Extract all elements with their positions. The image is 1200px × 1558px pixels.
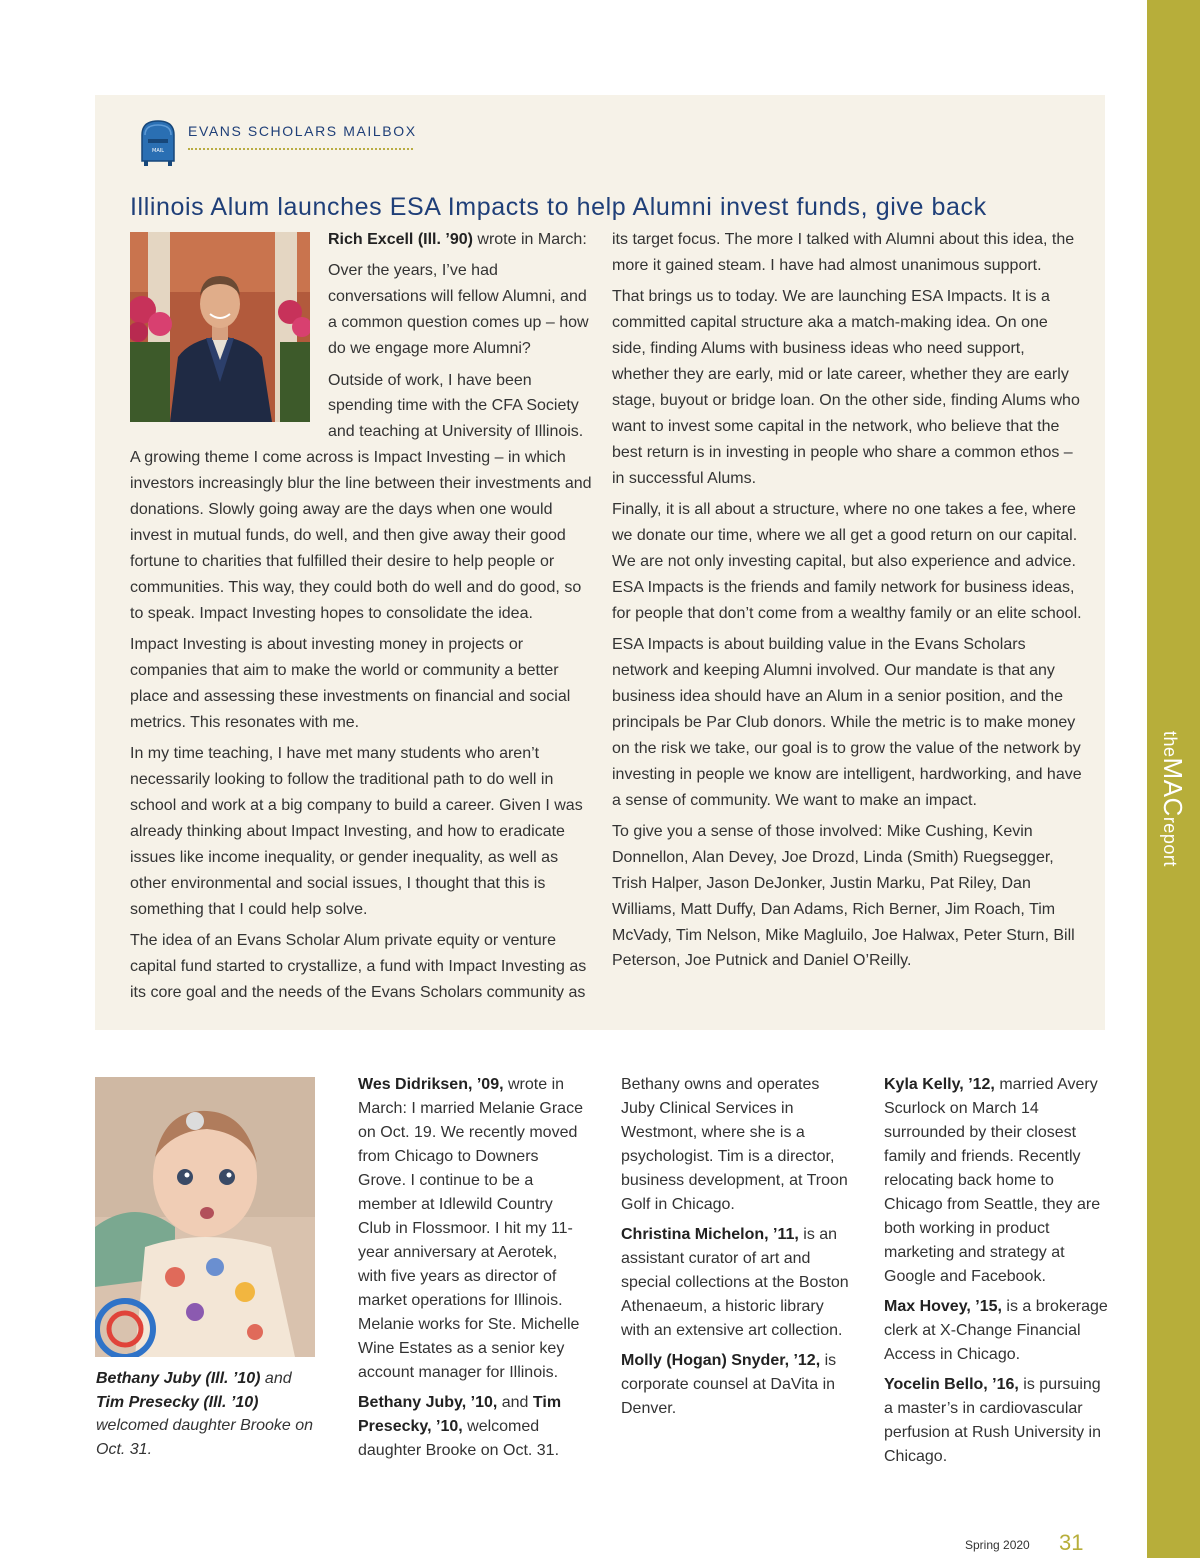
article-right-column xyxy=(612,227,1082,980)
brand-prefix: the xyxy=(1160,731,1180,758)
svg-text:MAIL: MAIL xyxy=(152,148,164,154)
caption-text: welcomed daughter Brooke on Oct. 31. xyxy=(96,1417,314,1458)
note-text: married Avery Scurlock on March 14 surrounded by their closest family and friends. Recently relocating back home to Chicago from Seattle, they are both working in product marketing and strategy at Google and Facebook. xyxy=(884,1076,1101,1285)
class-note xyxy=(358,1073,588,1385)
note-text: Bethany owns and operates Juby Clinical Services in Westmont, where she is a psychologist. Tim is a director, business development, at Troon Golf in Chicago. xyxy=(621,1076,848,1213)
article-paragraph: To give you a sense of those involved: Mike Cushing, Kevin Donnellon, Alan Devey, Joe Drozd, Linda (Smith) Ruegsegger, Trish Halper, Jason DeJonker, Justin Marku, Pat Riley, Dan Williams, Matt Duffy, Dan Adams, Rich Berner, Jim Roach, Tim McVady, Tim Nelson, Mike Magluilo, Joe Halwax, Peter Sturn, Bill Peterson, Joe Putnick and Daniel O’Reilly. xyxy=(612,822,1075,970)
photo-spacer xyxy=(130,227,328,445)
article-paragraph: Over the years, I’ve had conversations will fellow Alumni, and a common question comes up – how do we engage more Alumni? xyxy=(328,262,589,358)
note-name: Yocelin Bello, ’16, xyxy=(884,1376,1019,1393)
article-paragraph: its target focus. The more I talked with Alumni about this idea, the more it gained steam. I have had almost unanimous support. xyxy=(612,231,1075,274)
note-name: Bethany Juby, ’10, xyxy=(358,1394,498,1411)
caption-name: Bethany Juby (Ill. ’10) xyxy=(96,1370,261,1387)
caption-name: Tim Presecky (Ill. ’10) xyxy=(96,1393,259,1411)
brand-suffix: report xyxy=(1160,816,1180,867)
note-name: Christina Michelon, ’11, xyxy=(621,1226,799,1243)
article-paragraph: That brings us to today. We are launching ESA Impacts. It is a committed capital structure aka a match-making idea. On one side, finding Alums with business ideas who need support, whether they are early, mid or late career, whether they are early stage, buyout or bridge loan. On the other side, finding Alums who want to invest some capital in the network, who believe that the best return is in investing in people who share a common ethos – in successful Alums. xyxy=(612,288,1080,487)
section-label: EVANS SCHOLARS MAILBOX xyxy=(188,123,417,139)
class-notes-column xyxy=(358,1073,588,1469)
article-paragraph: ESA Impacts is about building value in the Evans Scholars network and keeping Alumni involved. Our mandate is that any business idea should have an Alum in a senior position, and the principals be Par Club donors. While the metric is to make money on the risk we take, our goal is to grow the value of the network by investing in people we know are intelligent, hardworking, and have a sense of community. We want to make an impact. xyxy=(612,636,1082,809)
issue-date: Spring 2020 xyxy=(965,1538,1030,1552)
class-note xyxy=(621,1223,851,1343)
article-paragraph: Outside of work, I have been spending time with the CFA Society and teaching at University of Illinois. A growing theme I come across is Impact Investing – in which investors increasingly blur the line between their investments and donations. Slowly going away are the days when one would invest in mutual funds, do well, and then give away their good fortune to charities that fulfilled their desire to help people or communities. This way, they could both do well and do good, so to speak. Impact Investing hopes to consolidate the idea. xyxy=(130,371,592,622)
note-text: wrote in March: I married Melanie Grace on Oct. 19. We recently moved from Chicago to Downers Grove. I continue to be a member at Idlewild Country Club in Flossmoor. I hit my 11-year anniversary at Aerotek, with five years as director of market operations for Illinois. Melanie works for Ste. Michelle Wine Estates as a senior key account manager for Illinois. xyxy=(358,1076,583,1381)
author-name: Rich Excell (Ill. ’90) xyxy=(328,231,473,248)
note-name: Tim Presecky, ’10, xyxy=(358,1394,562,1435)
note-text: is an assistant curator of art and special collections at the Boston Athenaeum, a historic library with an extensive art collection. xyxy=(621,1226,849,1339)
section-divider xyxy=(188,148,413,150)
note-text: is pursuing a master’s in cardiovascular perfusion at Rush University in Chicago. xyxy=(884,1376,1101,1465)
class-note xyxy=(621,1349,851,1421)
note-name: Wes Didriksen, ’09, xyxy=(358,1076,504,1093)
class-note xyxy=(884,1295,1114,1367)
article-paragraph: The idea of an Evans Scholar Alum private equity or venture capital fund started to crystallize, a fund with Impact Investing as its core goal and the needs of the Evans Scholars community as xyxy=(130,932,587,1001)
class-note xyxy=(884,1373,1114,1469)
class-note xyxy=(358,1391,588,1463)
article-paragraph: Impact Investing is about investing money in projects or companies that aim to make the world or community a better place and assessing these investments on financial and social metrics. This resonates with me. xyxy=(130,636,571,731)
note-name: Molly (Hogan) Snyder, ’12, xyxy=(621,1352,821,1369)
article-headline: Illinois Alum launches ESA Impacts to help Alumni invest funds, give back xyxy=(130,192,987,221)
caption-text: and xyxy=(260,1370,292,1387)
magazine-brand xyxy=(1156,731,1190,867)
note-text: is corporate counsel at DaVita in Denver. xyxy=(621,1352,837,1417)
class-notes-column xyxy=(621,1073,851,1427)
baby-photo-caption xyxy=(96,1367,318,1461)
article-left-column xyxy=(130,227,592,1011)
class-note xyxy=(884,1073,1114,1289)
baby-photo xyxy=(95,1077,315,1357)
brand-main: MAC xyxy=(1158,757,1188,817)
note-text: welcomed daughter Brooke on Oct. 31. xyxy=(358,1418,560,1459)
note-text: is a brokerage clerk at X-Change Financial Access in Chicago. xyxy=(884,1298,1108,1363)
article-paragraph: Finally, it is all about a structure, where no one takes a fee, where we donate our time, where we all get a good return on our capital. We are not only investing capital, but also experience and advice. ESA Impacts is the friends and family network for business ideas, for people that don’t come from a wealthy family or an elite school. xyxy=(612,501,1082,622)
mailbox-icon xyxy=(139,119,177,167)
note-name: Max Hovey, ’15, xyxy=(884,1298,1002,1315)
class-note xyxy=(621,1073,851,1217)
author-suffix: wrote in March: xyxy=(472,231,587,248)
class-notes-column xyxy=(884,1073,1114,1475)
note-name: Kyla Kelly, ’12, xyxy=(884,1076,995,1093)
note-text: and xyxy=(497,1394,533,1411)
page-number: 31 xyxy=(1059,1530,1084,1555)
article-paragraph: In my time teaching, I have met many students who aren’t necessarily looking to follow the traditional path to do well in school and work at a big company to build a career. Given I was already thinking about Impact Investing, and how to eradicate issues like income inequality, or gender inequality, as well as other environmental and social issues, I thought that this is something that I could help solve. xyxy=(130,745,583,918)
